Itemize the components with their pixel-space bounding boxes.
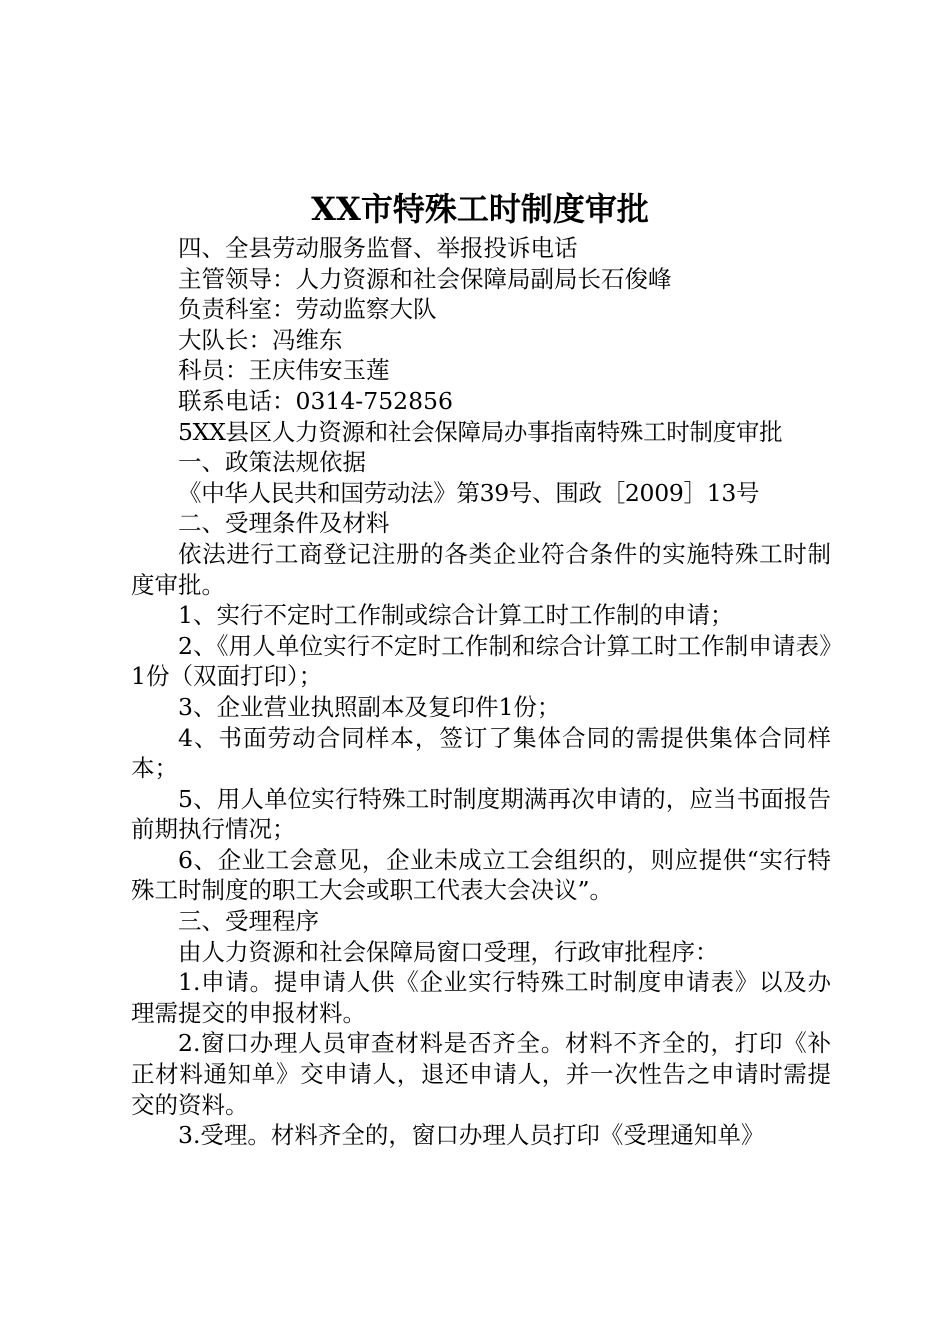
paragraph-section-1-heading: 一、政策法规依据	[178, 448, 366, 477]
paragraph-step-3: 3.受理。材料齐全的，窗口办理人员打印《受理通知单》	[178, 1121, 765, 1150]
paragraph-guide-title: 5XX县区人力资源和社会保障局办事指南特殊工时制度审批	[178, 417, 783, 446]
paragraph-conditions: 依法进行工商登记注册的各类企业符合条件的实施特殊工时制度审批。	[131, 539, 831, 599]
paragraph-item-6: 6、企业工会意见，企业未成立工会组织的，则应提供“实行特殊工时制度的职工大会或职工代表大会决议”。	[131, 845, 831, 905]
paragraph-item-3: 3、企业营业执照副本及复印件1份；	[178, 692, 561, 721]
paragraph-hotline-heading: 四、全县劳动服务监督、举报投诉电话	[178, 234, 578, 262]
paragraph-law-basis: 《中华人民共和国劳动法》第39号、围政［2009］13号	[178, 478, 760, 507]
paragraph-procedure-intro: 由人力资源和社会保障局窗口受理，行政审批程序：	[178, 937, 719, 966]
paragraph-item-1: 1、实行不定时工作制或综合计算工时工作制的申请；	[178, 601, 734, 630]
document-title: XX市特殊工时制度审批	[311, 190, 649, 228]
paragraph-department: 负责科室：劳动监察大队	[178, 295, 437, 324]
paragraph-item-5: 5、用人单位实行特殊工时制度期满再次申请的，应当书面报告前期执行情况；	[131, 784, 831, 844]
paragraph-section-3-heading: 三、受理程序	[178, 907, 319, 936]
paragraph-section-2-heading: 二、受理条件及材料	[178, 509, 390, 538]
paragraph-step-1: 1.申请。提申请人供《企业实行特殊工时制度申请表》以及办理需提交的申报材料。	[131, 968, 831, 1027]
paragraph-phone: 联系电话：0314-752856	[178, 386, 453, 415]
paragraph-leader: 主管领导：人力资源和社会保障局副局长石俊峰	[178, 264, 672, 293]
document-body	[131, 233, 831, 1151]
paragraph-staff: 科员：王庆伟安玉莲	[178, 356, 390, 385]
paragraph-step-2: 2.窗口办理人员审查材料是否齐全。材料不齐全的，打印《补正材料通知单》交申请人，退还申请人，并一次性告之申请时需提交的资料。	[131, 1029, 831, 1119]
paragraph-item-2: 2、《用人单位实行不定时工作制和综合计算工时工作制申请表》1份（双面打印）；	[131, 631, 831, 691]
paragraph-item-4: 4、书面劳动合同样本，签订了集体合同的需提供集体合同样本；	[131, 723, 831, 783]
paragraph-captain: 大队长：冯维东	[178, 325, 343, 354]
